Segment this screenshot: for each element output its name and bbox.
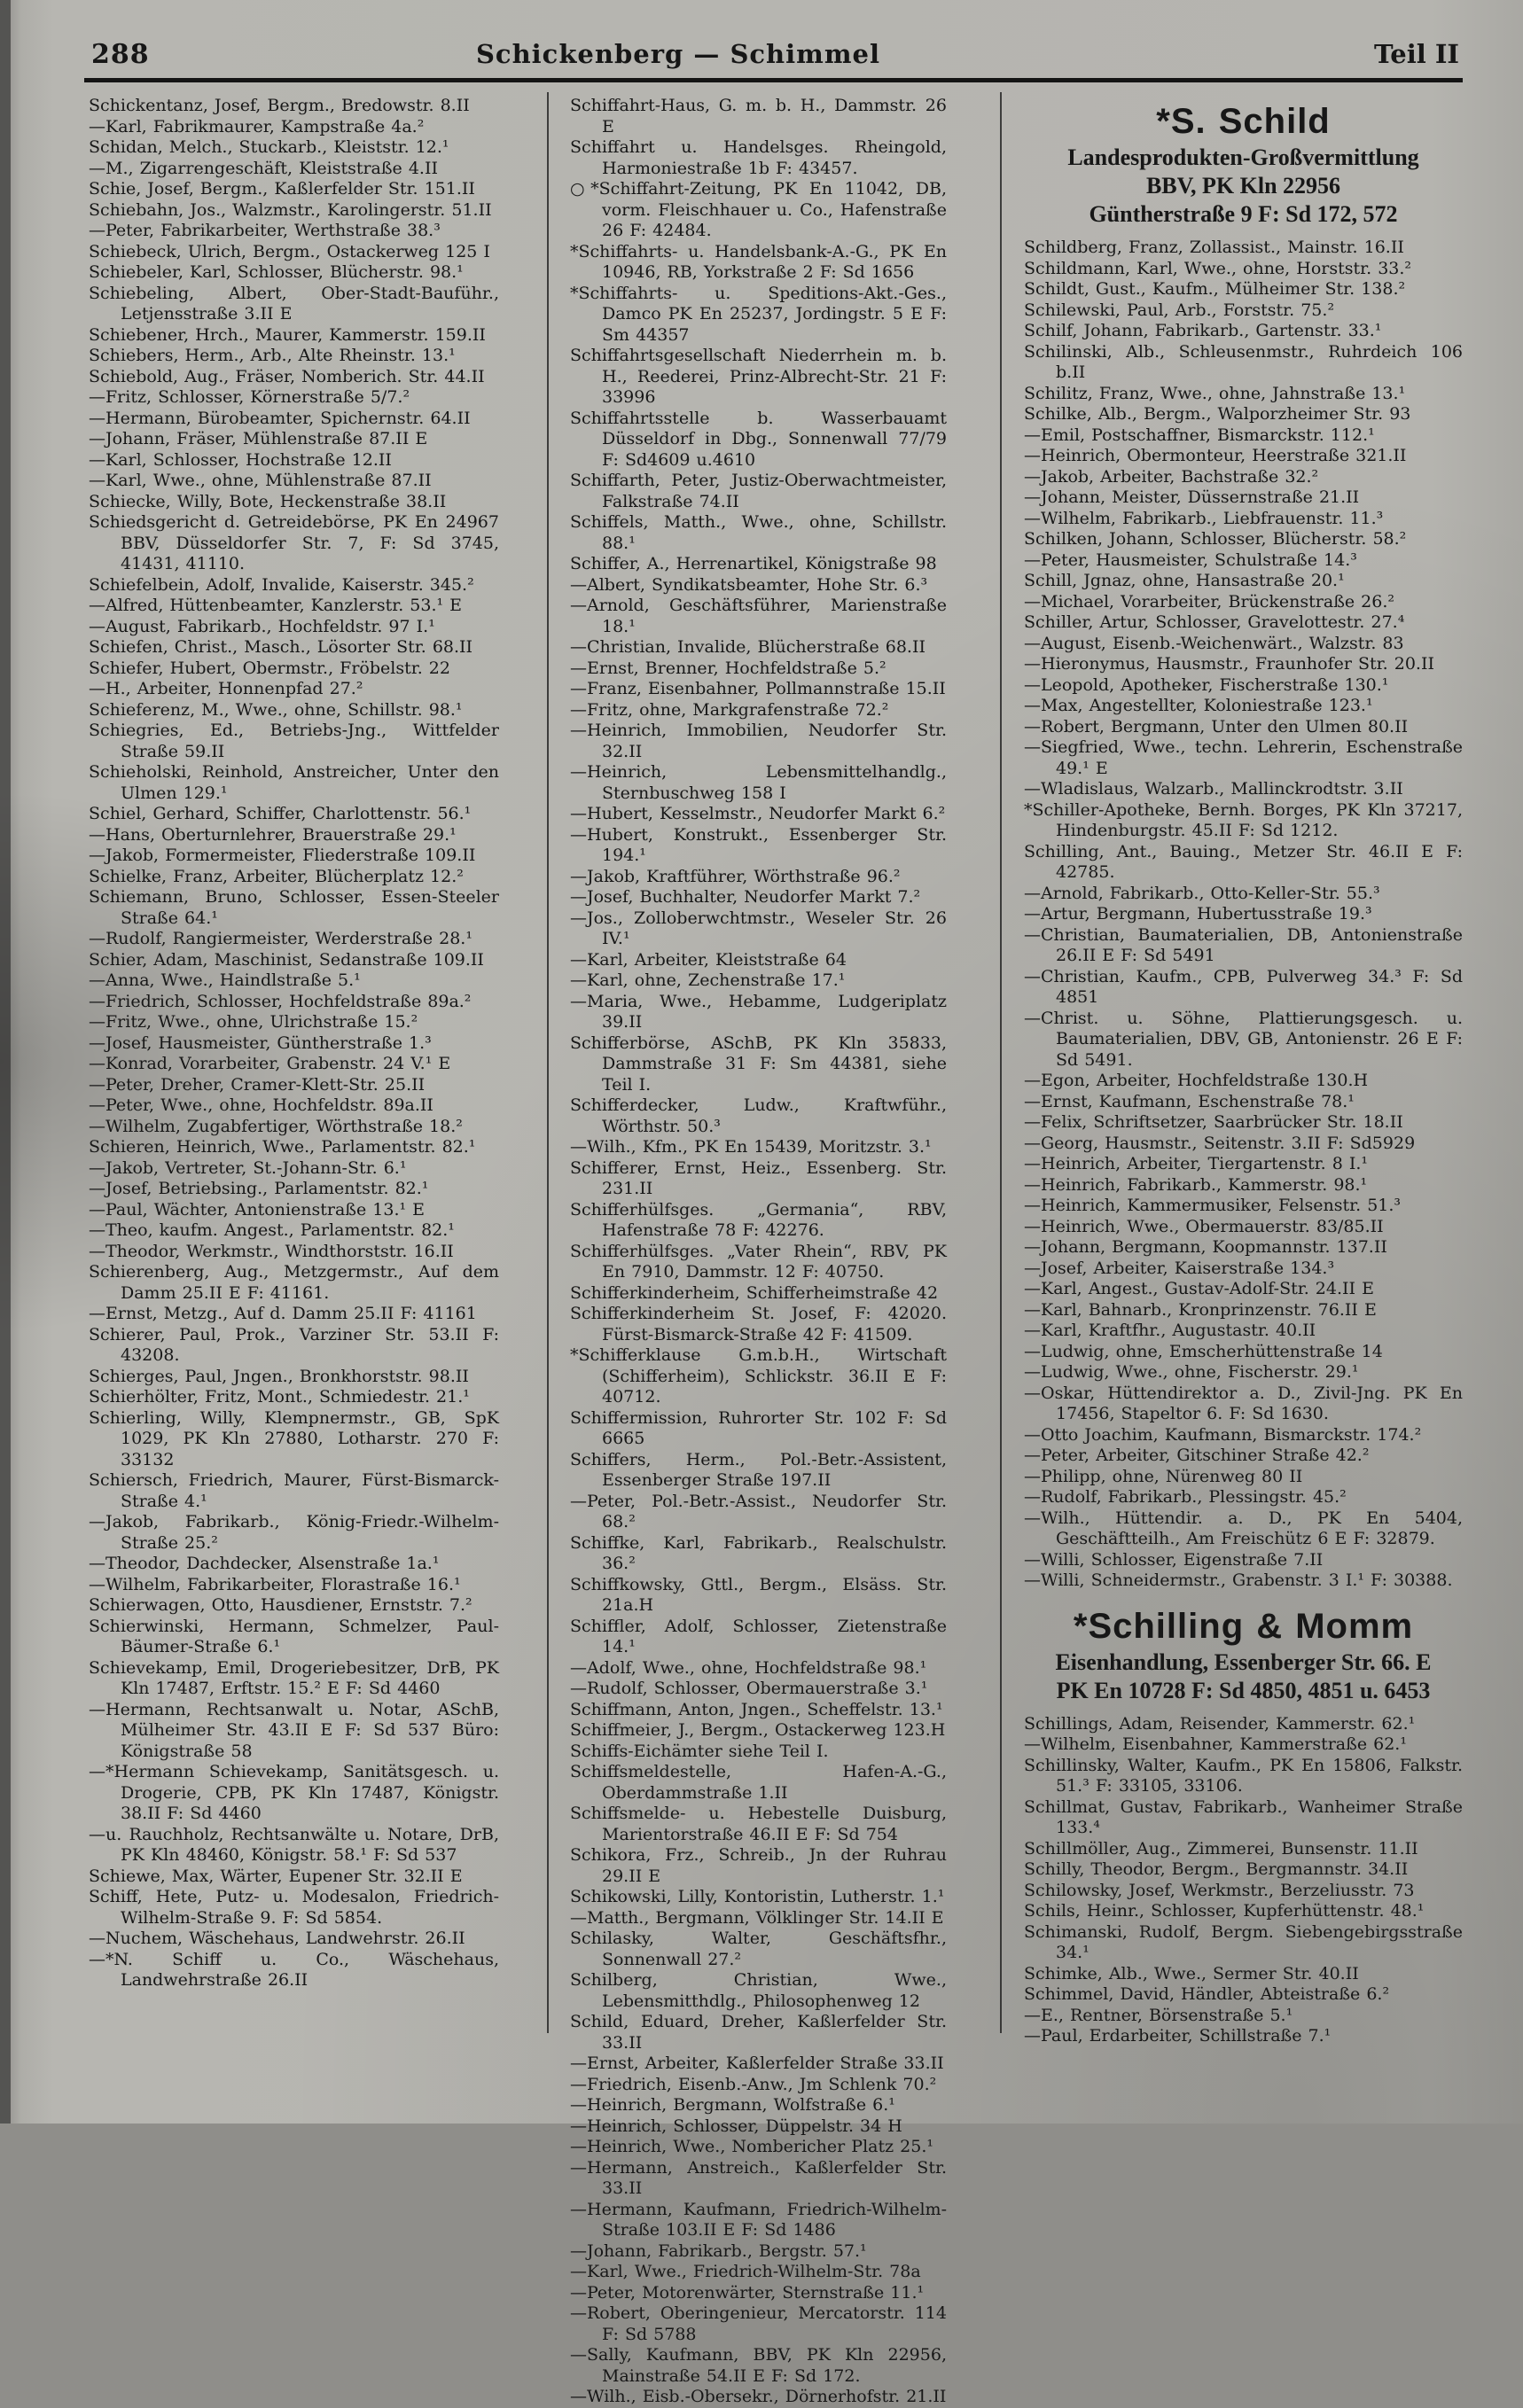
directory-entry: —Friedrich, Schlosser, Hochfeldstraße 89a.² — [89, 991, 472, 1011]
directory-entry: Schiebers, Herm., Arb., Alte Rheinstr. 13.¹ — [89, 346, 456, 365]
directory-entry: —Johann, Fabrikarb., Bergstr. 57.¹ — [570, 2240, 867, 2261]
directory-entry: Schilling, Ant., Bauing., Metzer Str. 46.II E F: 42785. — [1024, 841, 1463, 882]
directory-entry: —Heinrich, Lebensmittelhandlg., Sternbuschweg 158 I — [570, 762, 947, 803]
directory-entry: Schilowsky, Josef, Werkmstr., Berzeliusstr. 73 — [1024, 1880, 1415, 1900]
directory-entry: —*N. Schiff u. Co., Wäschehaus, Landwehrstraße 26.II — [89, 1949, 499, 1990]
directory-entry: Schiffahrtsstelle b. Wasserbauamt Düsseldorf in Dbg., Sonnenwall 77/79 F: Sd4609 u.4610 — [570, 408, 947, 470]
directory-entry: —Heinrich, Arbeiter, Tiergartenstr. 8 I.¹ — [1024, 1154, 1368, 1173]
directory-entry: Schilke, Alb., Bergm., Walporzheimer Str. 93 — [1024, 404, 1411, 424]
directory-entry: —Paul, Wächter, Antonienstraße 13.¹ E — [89, 1199, 426, 1220]
directory-entry: Schierhölter, Fritz, Mont., Schmiedestr. 21.¹ — [89, 1387, 470, 1407]
directory-entry: Schifferer, Ernst, Heiz., Essenberg. Str. 231.II — [570, 1157, 947, 1198]
directory-entry: —Karl, Kraftfhr., Augustastr. 40.II — [1024, 1321, 1316, 1340]
directory-entry: Schiffmeier, J., Bergm., Ostackerweg 123.H — [570, 1720, 946, 1740]
directory-entry: Schie, Josef, Bergm., Kaßlerfelder Str. 151.II — [89, 179, 475, 199]
directory-entry: Schiffler, Adolf, Schlosser, Zietenstraße 14.¹ — [570, 1616, 947, 1656]
directory-entry: —Karl, Wwe., ohne, Mühlenstraße 87.II — [89, 471, 432, 490]
directory-entry: Schierling, Willy, Klempnermstr., GB, SpK 1029, PK Kln 27880, Lotharstr. 270 F: 33132 — [89, 1407, 499, 1469]
directory-entry: —Max, Angestellter, Koloniestraße 123.¹ — [1024, 696, 1373, 715]
directory-entry: Schiel, Gerhard, Schiffer, Charlottenstr. 56.¹ — [89, 804, 472, 823]
directory-entry: Schilinski, Alb., Schleusenmstr., Ruhrdeich 106 b.II — [1024, 341, 1463, 382]
directory-entry: —Ludwig, Wwe., ohne, Fischerstr. 29.¹ — [1024, 1362, 1359, 1382]
directory-entry: Schielke, Franz, Arbeiter, Blücherplatz 12.² — [89, 866, 464, 886]
directory-entry: BBV, PK Kln 22956 — [1145, 173, 1341, 199]
directory-entry: —*Hermann Schievekamp, Sanitätsgesch. u. Drogerie, CPB, PK Kln 17487, Königstr. 38.II F: Sd 4460 — [89, 1762, 499, 1823]
header-rule — [84, 78, 1463, 82]
directory-entry: —Karl, Wwe., Friedrich-Wilhelm-Str. 78a — [570, 2262, 921, 2281]
directory-entry: —Johann, Bergmann, Koopmannstr. 137.II — [1024, 1237, 1387, 1257]
directory-entry: —Heinrich, Obermonteur, Heerstraße 321.II — [1024, 446, 1407, 465]
directory-entry: Schildmann, Karl, Wwe., ohne, Horststr. 33.² — [1024, 258, 1412, 278]
directory-entry: —Jakob, Arbeiter, Bachstraße 32.² — [1024, 466, 1319, 487]
directory-entry: —Robert, Bergmann, Unter den Ulmen 80.II — [1024, 716, 1409, 736]
directory-entry: Schieholski, Reinhold, Anstreicher, Unter den Ulmen 129.¹ — [89, 762, 499, 803]
directory-entry: —August, Eisenb.-Weichenwärt., Walzstr. 83 — [1024, 633, 1404, 653]
directory-entry: —Egon, Arbeiter, Hochfeldstraße 130.H — [1024, 1071, 1369, 1090]
directory-entry: —Wilhelm, Fabrikarbeiter, Florastraße 16.¹ — [89, 1574, 461, 1594]
directory-entry: Schierges, Paul, Jngen., Bronkhorststr. 98.II — [89, 1366, 469, 1386]
directory-entry: —Peter, Motorenwärter, Sternstraße 11.¹ — [570, 2282, 925, 2303]
directory-entry: —E., Rentner, Börsenstraße 5.¹ — [1024, 2005, 1293, 2025]
directory-entry: —Peter, Arbeiter, Gitschiner Straße 42.² — [1024, 1446, 1370, 1465]
directory-entry: —Karl, Fabrikmaurer, Kampstraße 4a.² — [89, 116, 425, 136]
directory-entry: —Wilhelm, Zugabfertiger, Wörthstraße 18.² — [89, 1116, 463, 1136]
directory-entry: —Hermann, Anstreich., Kaßlerfelder Str. 33.II — [570, 2157, 947, 2198]
directory-entry: —Otto Joachim, Kaufmann, Bismarckstr. 174.² — [1024, 1424, 1422, 1445]
directory-entry: —Ludwig, ohne, Emscherhüttenstraße 14 — [1024, 1341, 1383, 1361]
directory-entry: Schilf, Johann, Fabrikarb., Gartenstr. 33.¹ — [1024, 321, 1382, 340]
directory-entry: —Johann, Meister, Düssernstraße 21.II — [1024, 487, 1360, 507]
directory-entry: —Paul, Erdarbeiter, Schillstraße 7.¹ — [1024, 2026, 1332, 2046]
directory-entry: Schiffarth, Peter, Justiz-Oberwachtmeister, Falkstraße 74.II — [570, 471, 947, 511]
directory-entry: Schiefer, Hubert, Obermstr., Fröbelstr. 22 — [89, 658, 450, 678]
directory-entry: —Hieronymus, Hausmstr., Fraunhofer Str. 20.II — [1024, 654, 1434, 674]
directory-entry: —Christian, Baumaterialien, DB, Antonienstraße 26.II E F: Sd 5491 — [1024, 924, 1463, 965]
directory-entry: *S. Schild — [1156, 102, 1331, 141]
directory-entry: —Konrad, Vorarbeiter, Grabenstr. 24 V.¹ E — [89, 1054, 451, 1073]
directory-entry: —Jos., Zolloberwchtmstr., Weseler Str. 26 IV.¹ — [570, 908, 947, 948]
directory-entry: Schierer, Paul, Prok., Varziner Str. 53.II F: 43208. — [89, 1324, 499, 1365]
directory-entry: —Wilh., Kfm., PK En 15439, Moritzstr. 3.¹ — [570, 1137, 932, 1157]
directory-entry: Schiebahn, Jos., Walzmstr., Karolingerstr. 51.II — [89, 199, 492, 220]
directory-entry: Schifferdecker, Ludw., Kraftwführ., Wörthstr. 50.³ — [570, 1095, 947, 1136]
directory-entry: Schieferenz, M., Wwe., ohne, Schillstr. 98.¹ — [89, 699, 463, 720]
directory-entry: —Matth., Bergmann, Völklinger Str. 14.II E — [570, 1907, 944, 1928]
directory-entry: —August, Fabrikarb., Hochfeldstr. 97 I.¹ — [89, 616, 435, 636]
directory-entry: Schiller, Artur, Schlosser, Gravelottestr. 27.⁴ — [1024, 612, 1405, 632]
directory-entry: —Willi, Schlosser, Eigenstraße 7.II — [1024, 1549, 1324, 1570]
directory-entry: Schiecke, Willy, Bote, Heckenstraße 38.II — [89, 491, 447, 511]
directory-entry: —Willi, Schneidermstr., Grabenstr. 3 I.¹ F: 30388. — [1024, 1570, 1453, 1590]
directory-entry: —Oskar, Hüttendirektor a. D., Zivil-Jng. PK En 17456, Stapeltor 6. F: Sd 1630. — [1024, 1383, 1463, 1423]
directory-entry: *Schiller-Apotheke, Bernh. Borges, PK Kln 37217, Hindenburgstr. 45.II F: Sd 1212. — [1024, 799, 1463, 840]
directory-entry: Schiffermission, Ruhrorter Str. 102 F: Sd 6665 — [570, 1407, 947, 1448]
directory-entry: Landesprodukten-Großvermittlung — [1067, 144, 1419, 170]
directory-entry: —Theodor, Werkmstr., Windthorststr. 16.II — [89, 1241, 454, 1261]
directory-entry: Schikora, Frz., Schreib., Jn der Ruhrau 29.II E — [570, 1845, 947, 1886]
directory-entry: —Josef, Arbeiter, Kaiserstraße 134.³ — [1024, 1258, 1335, 1278]
directory-entry: —Wilh., Eisb.-Obersekr., Dörnerhofstr. 21.II — [570, 2387, 947, 2406]
directory-entry: Schiffahrt u. Handelsges. Rheingold, Harmoniestraße 1b F: 43457. — [570, 137, 947, 178]
directory-entry: Schimke, Alb., Wwe., Sermer Str. 40.II — [1024, 1963, 1359, 1983]
directory-entry: Schiebold, Aug., Fräser, Nomberich. Str. 44.II — [89, 366, 485, 386]
directory-entry: —Arnold, Geschäftsführer, Marienstraße 18.¹ — [570, 596, 947, 636]
directory-entry: Schiffsmeldestelle, Hafen-A.-G., Oberdammstraße 1.II — [570, 1762, 947, 1803]
directory-entry: Schierwinski, Hermann, Schmelzer, Paul-Bäumer-Straße 6.¹ — [89, 1616, 499, 1656]
directory-entry: *Schiffahrts- u. Speditions-Akt.-Ges., Damco PK En 25237, Jordingstr. 5 E F: Sm 44357 — [570, 283, 947, 345]
directory-entry: —Nuchem, Wäschehaus, Landwehrstr. 26.II — [89, 1929, 465, 1948]
directory-entry: Schickentanz, Josef, Bergm., Bredowstr. 8.II — [89, 96, 470, 115]
directory-entry: Schierwagen, Otto, Hausdiener, Ernststr. 7.² — [89, 1595, 473, 1615]
directory-entry: Schiebeler, Karl, Schlosser, Blücherstr. 98.¹ — [89, 262, 464, 282]
page-guide-words: Schickenberg — Schimmel — [475, 39, 880, 69]
directory-entry: Schilewski, Paul, Arb., Forststr. 75.² — [1024, 300, 1335, 320]
directory-entry: —Felix, Schriftsetzer, Saarbrücker Str. 18.II — [1024, 1112, 1403, 1132]
directory-entry — [1024, 229, 1463, 238]
directory-entry: —Karl, Schlosser, Hochstraße 12.II — [89, 449, 392, 470]
directory-entry: —Fritz, Wwe., ohne, Ulrichstraße 15.² — [89, 1012, 418, 1032]
directory-entry: Schifferkinderheim St. Josef, F: 42020. Fürst-Bismarck-Straße 42 F: 41509. — [570, 1304, 947, 1344]
directory-entry: —Robert, Oberingenieur, Mercatorstr. 114 F: Sd 5788 — [570, 2303, 947, 2344]
directory-entry: —Theo, kaufm. Angest., Parlamentstr. 82.¹ — [89, 1220, 455, 1240]
directory-entry: Schievekamp, Emil, Drogeriebesitzer, DrB, PK Kln 17487, Erftstr. 15.² E F: Sd 4460 — [89, 1657, 499, 1698]
directory-entry: Schiffkowsky, Gttl., Bergm., Elsäss. Str. 21a.H — [570, 1574, 947, 1615]
directory-entry: Schiffahrt-Haus, G. m. b. H., Dammstr. 26 E — [570, 96, 947, 136]
directory-entry — [1024, 1705, 1463, 1714]
directory-entry: Schiebener, Hrch., Maurer, Kammerstr. 159.II — [89, 324, 486, 345]
directory-entry: Schiff, Hete, Putz- u. Modesalon, Friedrich-Wilhelm-Straße 9. F: Sd 5854. — [89, 1887, 499, 1928]
directory-entry: Schiffer, A., Herrenartikel, Königstraße 98 — [570, 554, 937, 573]
directory-entry: Schildt, Gust., Kaufm., Mülheimer Str. 138.² — [1024, 279, 1406, 299]
directory-entry: Schillings, Adam, Reisender, Kammerstr. 62.¹ — [1024, 1713, 1416, 1734]
directory-entry: —Wilhelm, Eisenbahner, Kammerstraße 62.¹ — [1024, 1734, 1407, 1754]
directory-entry: —Wilh., Hüttendir. a. D., PK En 5404, Geschäftteilh., Am Freischütz 6 E F: 32879. — [1024, 1508, 1463, 1548]
directory-entry: —Heinrich, Wwe., Nombericher Platz 25.¹ — [570, 2137, 933, 2156]
directory-entry: Schifferhülfsges. „Germania“, RBV, Hafenstraße 78 F: 42276. — [570, 1199, 947, 1240]
directory-entry: —Michael, Vorarbeiter, Brückenstraße 26.² — [1024, 591, 1395, 612]
directory-entry: —Philipp, ohne, Nürenweg 80 II — [1024, 1466, 1303, 1486]
directory-entry: Schiersch, Friedrich, Maurer, Fürst-Bismarck-Straße 4.¹ — [89, 1470, 499, 1511]
directory-entry: —Alfred, Hüttenbeamter, Kanzlerstr. 53.¹ E — [89, 596, 463, 615]
directory-entry: —Rudolf, Schlosser, Obermauerstraße 3.¹ — [570, 1679, 928, 1698]
directory-entry: —Heinrich, Kammermusiker, Felsenstr. 51.³ — [1024, 1196, 1402, 1215]
directory-entry: Schilasky, Walter, Geschäftsfhr., Sonnenwall 27.² — [570, 1929, 947, 1969]
directory-entry: Schiffsmelde- u. Hebestelle Duisburg, Marientorstraße 46.II E F: Sd 754 — [570, 1804, 947, 1844]
directory-entry: —Hermann, Kaufmann, Friedrich-Wilhelm-Straße 103.II E F: Sd 1486 — [570, 2199, 947, 2240]
directory-entry: Schifferkinderheim, Schifferheimstraße 42 — [570, 1282, 939, 1303]
directory-entry: —Josef, Hausmeister, Güntherstraße 1.³ — [89, 1033, 432, 1053]
directory-entry: —u. Rauchholz, Rechtsanwälte u. Notare, DrB, PK Kln 48460, Königstr. 58.¹ F: Sd 537 — [89, 1824, 499, 1865]
directory-entry: —Ernst, Brenner, Hochfeldstraße 5.² — [570, 658, 886, 678]
directory-entry: —Christ. u. Söhne, Plattierungsgesch. u. Baumaterialien, DBV, GB, Antonienstr. 26 E F: Sd 5491. — [1024, 1008, 1463, 1070]
directory-entry: *Schilling & Momm — [1073, 1606, 1414, 1646]
column-1 — [89, 96, 499, 1991]
directory-entry: Schiemann, Bruno, Schlosser, Essen-Steeler Straße 64.¹ — [89, 887, 499, 928]
directory-entry: —Rudolf, Rangiermeister, Werderstraße 28.¹ — [89, 929, 473, 948]
directory-entry: Schilberg, Christian, Wwe., Lebensmitthdlg., Philosophenweg 12 — [570, 1970, 947, 2011]
directory-entry: Schils, Heinr., Schlosser, Kupferhüttenstr. 48.¹ — [1024, 1901, 1425, 1921]
directory-entry: —Theodor, Dachdecker, Alsenstraße 1a.¹ — [89, 1554, 440, 1573]
directory-entry: —Peter, Fabrikarbeiter, Werthstraße 38.³ — [89, 221, 441, 240]
directory-entry: Schiebeck, Ulrich, Bergm., Ostackerweg 125 I — [89, 241, 490, 261]
directory-entry: —Fritz, ohne, Markgrafenstraße 72.² — [570, 699, 889, 720]
directory-entry: —Hermann, Rechtsanwalt u. Notar, ASchB, Mülheimer Str. 43.II E F: Sd 537 Büro: Königstraße 58 — [89, 1699, 499, 1761]
directory-entry: —Peter, Hausmeister, Schulstraße 14.³ — [1024, 549, 1357, 570]
directory-entry: —Arnold, Fabrikarb., Otto-Keller-Str. 55.³ — [1024, 883, 1380, 903]
directory-entry: —Artur, Bergmann, Hubertusstraße 19.³ — [1024, 904, 1372, 923]
directory-entry: *Schiffahrts- u. Handelsbank-A.-G., PK En 10946, RB, Yorkstraße 2 F: Sd 1656 — [570, 241, 947, 282]
directory-entry: —Josef, Buchhalter, Neudorfer Markt 7.² — [570, 887, 921, 907]
directory-entry: —Christian, Kaufm., CPB, Pulverweg 34.³ F: Sd 4851 — [1024, 966, 1463, 1007]
directory-entry: —Sally, Kaufmann, BBV, PK Kln 22956, Mainstraße 54.II E F: Sd 172. — [570, 2345, 947, 2386]
directory-entry: —Maria, Wwe., Hebamme, Ludgeriplatz 39.II — [570, 991, 947, 1032]
directory-entry: —Siegfried, Wwe., techn. Lehrerin, Eschenstraße 49.¹ E — [1024, 737, 1463, 778]
directory-entry: —Peter, Dreher, Cramer-Klett-Str. 25.II — [89, 1074, 426, 1095]
page-part-label: Teil II — [1374, 39, 1459, 69]
directory-entry: —Wilhelm, Fabrikarb., Liebfrauenstr. 11.³ — [1024, 508, 1384, 528]
directory-entry: Schiffers, Herm., Pol.-Betr.-Assistent, Essenberger Straße 197.II — [570, 1449, 947, 1490]
directory-entry: —Johann, Fräser, Mühlenstraße 87.II E — [89, 429, 428, 448]
directory-entry: Schifferbörse, ASchB, PK Kln 35833, Dammstraße 31 F: Sm 44381, siehe Teil I. — [570, 1033, 947, 1095]
directory-entry: —H., Arbeiter, Honnenpfad 27.² — [89, 679, 363, 698]
directory-entry: Schild, Eduard, Dreher, Kaßlerfelder Str. 33.II — [570, 2012, 947, 2053]
directory-entry: —Anna, Wwe., Haindlstraße 5.¹ — [89, 970, 361, 990]
directory-entry: —Karl, Arbeiter, Kleiststraße 64 — [570, 949, 847, 970]
directory-entry: ○*Schiffahrt-Zeitung, PK En 11042, DB, vorm. Fleischhauer u. Co., Hafenstraße 26 F: 42484. — [570, 179, 947, 240]
directory-entry: —Hubert, Kesselmstr., Neudorfer Markt 6.² — [570, 804, 946, 823]
directory-entry: —Josef, Betriebsing., Parlamentstr. 82.¹ — [89, 1179, 429, 1198]
directory-entry: Schiebeling, Albert, Ober-Stadt-Bauführ., Letjensstraße 3.II E — [89, 283, 499, 323]
directory-entry: Schillmat, Gustav, Fabrikarb., Wanheimer Straße 133.⁴ — [1024, 1796, 1463, 1837]
directory-entry: —Emil, Postschaffner, Bismarckstr. 112.¹ — [1024, 425, 1375, 445]
directory-entry: Schieren, Heinrich, Wwe., Parlamentstr. 82.¹ — [89, 1137, 476, 1157]
directory-entry: Schilken, Johann, Schlosser, Blücherstr. 58.² — [1024, 529, 1407, 549]
column-divider-2 — [1000, 92, 1002, 2033]
directory-entry: —Hans, Oberturnlehrer, Brauerstraße 29.¹ — [89, 824, 457, 845]
scan-edge-shadow — [0, 0, 11, 2124]
directory-entry: —Karl, ohne, Zechenstraße 17.¹ — [570, 970, 846, 990]
directory-entry: —Ernst, Kaufmann, Eschenstraße 78.¹ — [1024, 1091, 1355, 1111]
directory-entry: —Hubert, Konstrukt., Essenberger Str. 194.¹ — [570, 824, 947, 865]
directory-entry: Schiewe, Max, Wärter, Eupener Str. 32.II E — [89, 1866, 463, 1886]
directory-entry: Schillinsky, Walter, Kaufm., PK En 15806, Falkstr. 51.³ F: 33105, 33106. — [1024, 1755, 1463, 1796]
directory-entry: —Ernst, Metzg., Auf d. Damm 25.II F: 41161 — [89, 1304, 477, 1323]
directory-entry: Schiefen, Christ., Masch., Lösorter Str. 68.II — [89, 637, 473, 657]
column-3 — [1024, 96, 1463, 2047]
directory-entry: Schier, Adam, Maschinist, Sedanstraße 109.II — [89, 949, 484, 970]
directory-entry: PK En 10728 F: Sd 4850, 4851 u. 6453 — [1056, 1677, 1431, 1703]
directory-entry: Schimanski, Rudolf, Bergm. Siebengebirgsstraße 34.¹ — [1024, 1921, 1463, 1962]
column-2 — [570, 96, 947, 2408]
directory-entry: Schiffels, Matth., Wwe., ohne, Schillstr. 88.¹ — [570, 512, 947, 553]
directory-entry: Schill, Jgnaz, ohne, Hansastraße 20.¹ — [1024, 571, 1345, 590]
directory-entry: —Karl, Angest., Gustav-Adolf-Str. 24.II E — [1024, 1279, 1374, 1298]
directory-entry: —Friedrich, Eisenb.-Anw., Jm Schlenk 70.² — [570, 2074, 937, 2094]
directory-entry: —Fritz, Schlosser, Körnerstraße 5/7.² — [89, 387, 410, 407]
directory-entry: Schilly, Theodor, Bergm., Bergmannstr. 34.II — [1024, 1859, 1409, 1879]
directory-entry: —Karl, Bahnarb., Kronprinzenstr. 76.II E — [1024, 1299, 1377, 1320]
directory-entry: —Wladislaus, Walzarb., Mallinckrodtstr. 3.II — [1024, 779, 1403, 799]
directory-entry: —Ernst, Arbeiter, Kaßlerfelder Straße 33.II — [570, 2053, 944, 2073]
directory-entry: —Heinrich, Schlosser, Düppelstr. 34 H — [570, 2116, 902, 2136]
directory-entry: Schifferhülfsges. „Vater Rhein“, RBV, PK En 7910, Dammstr. 12 F: 40750. — [570, 1241, 947, 1282]
column-divider-1 — [547, 92, 549, 2033]
directory-entry: —M., Zigarrengeschäft, Kleiststraße 4.II — [89, 158, 438, 178]
directory-entry: Güntherstraße 9 F: Sd 172, 572 — [1089, 201, 1398, 227]
directory-entry: —Jakob, Vertreter, St.-Johann-Str. 6.¹ — [89, 1157, 407, 1178]
directory-entry: *Schifferklause G.m.b.H., Wirtschaft (Schifferheim), Schlickstr. 36.II E F: 40712. — [570, 1345, 947, 1407]
directory-entry: Schiffahrtsgesellschaft Niederrhein m. b. H., Reederei, Prinz-Albrecht-Str. 21 F: 33996 — [570, 346, 947, 407]
directory-entry: —Leopold, Apotheker, Fischerstraße 130.¹ — [1024, 674, 1389, 695]
directory-entry: Eisenhandlung, Essenberger Str. 66. E — [1055, 1648, 1432, 1675]
directory-entry: Schiffke, Karl, Fabrikarb., Realschulstr. 36.² — [570, 1532, 947, 1573]
directory-entry: —Hermann, Bürobeamter, Spichernstr. 64.II — [89, 408, 471, 428]
directory-entry: Schiedsgericht d. Getreidebörse, PK En 24967 BBV, Düsseldorfer Str. 7, F: Sd 3745, 41431, 41110. — [89, 512, 499, 573]
directory-entry: —Peter, Wwe., ohne, Hochfeldstr. 89a.II — [89, 1095, 433, 1115]
directory-entry: Schiffs-Eichämter siehe Teil I. — [570, 1741, 829, 1761]
directory-entry: Schildberg, Franz, Zollassist., Mainstr. 16.II — [1024, 238, 1404, 257]
directory-entry: Schiffmann, Anton, Jngen., Scheffelstr. 13.¹ — [570, 1699, 943, 1719]
directory-entry: —Jakob, Fabrikarb., König-Friedr.-Wilhelm-Straße 25.² — [89, 1512, 499, 1553]
directory-entry: —Peter, Pol.-Betr.-Assist., Neudorfer Str. 68.² — [570, 1491, 947, 1531]
directory-entry: —Heinrich, Immobilien, Neudorfer Str. 32.II — [570, 721, 947, 761]
directory-entry: —Georg, Hausmstr., Seitenstr. 3.II F: Sd5929 — [1024, 1133, 1416, 1153]
directory-entry: Schierenberg, Aug., Metzgermstr., Auf dem Damm 25.II E F: 41161. — [89, 1262, 499, 1303]
directory-entry: —Heinrich, Bergmann, Wolfstraße 6.¹ — [570, 2095, 895, 2115]
directory-entry — [1024, 1592, 1463, 1601]
directory-entry: Schilitz, Franz, Wwe., ohne, Jahnstraße 13.¹ — [1024, 383, 1406, 403]
directory-entry: Schimmel, David, Händler, Abteistraße 6.² — [1024, 1984, 1390, 2004]
directory-entry: —Jakob, Kraftführer, Wörthstraße 96.² — [570, 866, 901, 886]
directory-entry: Schidan, Melch., Stuckarb., Kleiststr. 12.¹ — [89, 137, 449, 157]
directory-entry: —Adolf, Wwe., ohne, Hochfeldstraße 98.¹ — [570, 1657, 927, 1678]
directory-entry: Schillmöller, Aug., Zimmerei, Bunsenstr. 11.II — [1024, 1838, 1418, 1859]
directory-entry: —Franz, Eisenbahner, Pollmannstraße 15.II — [570, 679, 946, 698]
directory-entry: —Jakob, Formermeister, Fliederstraße 109.II — [89, 846, 476, 865]
page-number: 288 — [91, 39, 150, 70]
directory-entry: —Heinrich, Wwe., Obermauerstr. 83/85.II — [1024, 1216, 1384, 1236]
directory-entry: Schiegries, Ed., Betriebs-Jng., Wittfelder Straße 59.II — [89, 721, 499, 761]
directory-entry: Schiefelbein, Adolf, Invalide, Kaiserstr. 345.² — [89, 574, 474, 595]
directory-entry: —Rudolf, Fabrikarb., Plessingstr. 45.² — [1024, 1487, 1347, 1507]
directory-entry: —Albert, Syndikatsbeamter, Hohe Str. 6.³ — [570, 574, 928, 595]
directory-entry: Schikowski, Lilly, Kontoristin, Lutherstr. 1.¹ — [570, 1887, 945, 1906]
directory-entry: —Christian, Invalide, Blücherstraße 68.II — [570, 637, 926, 657]
directory-entry: —Heinrich, Fabrikarb., Kammerstr. 98.¹ — [1024, 1174, 1368, 1195]
